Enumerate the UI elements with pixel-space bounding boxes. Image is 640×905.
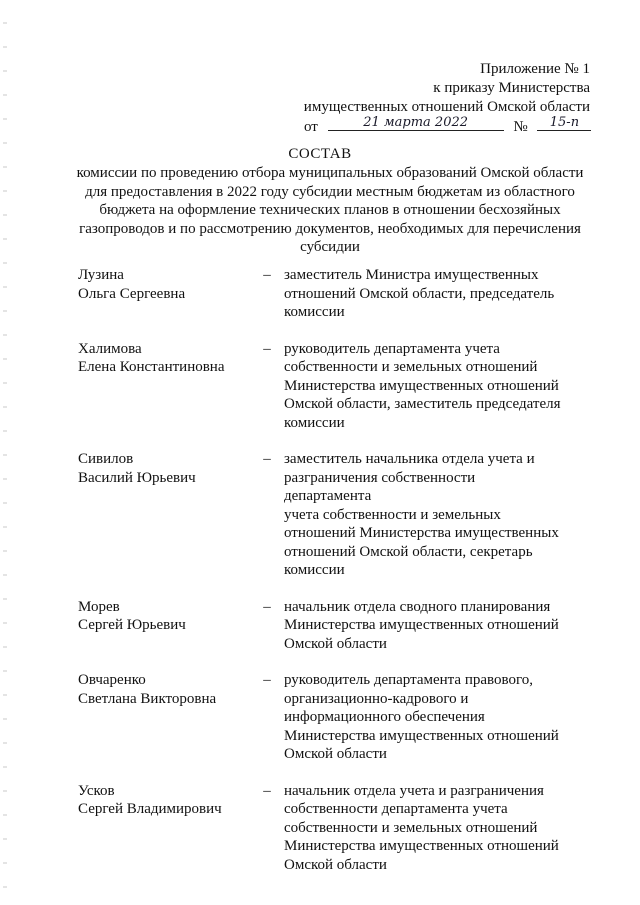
role-line: отношений Министерства имущественных (284, 525, 559, 541)
role-line: учета собственности и земельных (284, 506, 501, 523)
role-line: Омской области (284, 856, 387, 873)
role-line: заместитель начальника отдела учета и (284, 451, 535, 467)
member-given-names: Сергей Владимирович (78, 801, 222, 817)
order-date-number-line (304, 114, 591, 137)
member-surname: Сивилов (78, 451, 134, 467)
subtitle-line: для предоставления в 2022 году субсидии местным бюджетам из областного (85, 183, 575, 200)
subtitle-line: комиссии по проведению отбора муниципальных образований Омской области (76, 165, 584, 181)
member-surname: Морев (78, 598, 120, 615)
member-surname: Усков (78, 782, 115, 799)
subtitle-line: газопроводов и по рассмотрению документов, необходимых для перечисления (79, 220, 581, 237)
role-line: Омской области (284, 635, 387, 652)
member-name (78, 450, 250, 580)
order-number-handwritten: 15-п (549, 115, 580, 130)
role-line: руководитель департамента учета (284, 340, 500, 357)
member-surname: Халимова (78, 340, 142, 357)
member-given-names: Светлана Викторовна (78, 690, 217, 707)
role-line: информационного обеспечения (284, 709, 485, 725)
subtitle-line: субсидии (300, 239, 360, 255)
member-given-names: Василий Юрьевич (78, 469, 196, 486)
order-number-field (537, 114, 591, 131)
appendix-header (290, 60, 590, 117)
member-row (78, 782, 598, 875)
member-dash: – (263, 782, 271, 799)
role-line: Министерства имущественных отношений (284, 727, 559, 744)
commission-members-list (78, 266, 598, 874)
member-role (284, 340, 564, 433)
member-role (284, 266, 564, 322)
member-given-names: Сергей Юрьевич (78, 617, 186, 633)
order-date-field (328, 114, 504, 131)
role-line: комиссии (284, 414, 345, 431)
role-line: собственности департамента учета (284, 801, 508, 817)
order-date-handwritten: 21 марта 2022 (363, 115, 469, 130)
role-line: Омской области (284, 746, 387, 762)
member-role (284, 671, 564, 764)
role-line: Министерства имущественных отношений (284, 838, 559, 854)
appendix-order-ref: к приказу Министерства (433, 80, 590, 96)
role-line: организационно-кадрового и (284, 690, 469, 707)
member-name (78, 340, 250, 433)
order-from-label: от (304, 119, 318, 135)
role-line: отношений Омской области, председатель (284, 285, 555, 302)
member-surname: Овчаренко (78, 672, 146, 688)
member-row (78, 598, 598, 654)
member-dash: – (263, 451, 271, 467)
member-dash: – (263, 598, 271, 615)
member-name (78, 266, 250, 322)
member-name (78, 782, 250, 875)
appendix-number: Приложение № 1 (480, 61, 590, 77)
member-dash: – (263, 340, 271, 357)
role-line: начальник отдела учета и разграничения (284, 782, 544, 799)
role-line: собственности и земельных отношений (284, 359, 538, 375)
role-line: комиссии (284, 304, 345, 320)
member-dash: – (263, 672, 271, 688)
document-subtitle (70, 164, 590, 257)
member-row (78, 450, 598, 580)
member-row (78, 340, 598, 433)
role-line: отношений Омской области, секретарь (284, 543, 533, 560)
document-title: СОСТАВ (288, 146, 352, 162)
member-role (284, 782, 564, 875)
member-row (78, 671, 598, 764)
member-name (78, 671, 250, 764)
member-given-names: Ольга Сергеевна (78, 285, 186, 302)
role-line: Омской области, заместитель председателя (284, 396, 561, 412)
subtitle-line: бюджета на оформление технических планов в отношении бесхозяйных (99, 202, 561, 218)
role-line: комиссии (284, 562, 345, 578)
member-surname: Лузина (78, 267, 124, 283)
order-number-label: № (513, 119, 528, 135)
role-line: руководитель департамента правового, (284, 672, 533, 688)
member-given-names: Елена Константиновна (78, 359, 225, 375)
appendix-ministry: имущественных отношений Омской области (303, 99, 590, 115)
member-role (284, 450, 564, 580)
member-dash: – (263, 267, 271, 283)
member-role (284, 598, 564, 654)
role-line: Министерства имущественных отношений (284, 377, 559, 394)
role-line: собственности и земельных отношений (284, 819, 538, 836)
member-name (78, 598, 250, 654)
role-line: разграничения собственности департамента (284, 469, 476, 504)
role-line: заместитель Министра имущественных (284, 267, 539, 283)
role-line: начальник отдела сводного планирования (284, 598, 551, 615)
member-row (78, 266, 598, 322)
role-line: Министерства имущественных отношений (284, 617, 559, 633)
scan-margin-artifact (3, 0, 7, 905)
